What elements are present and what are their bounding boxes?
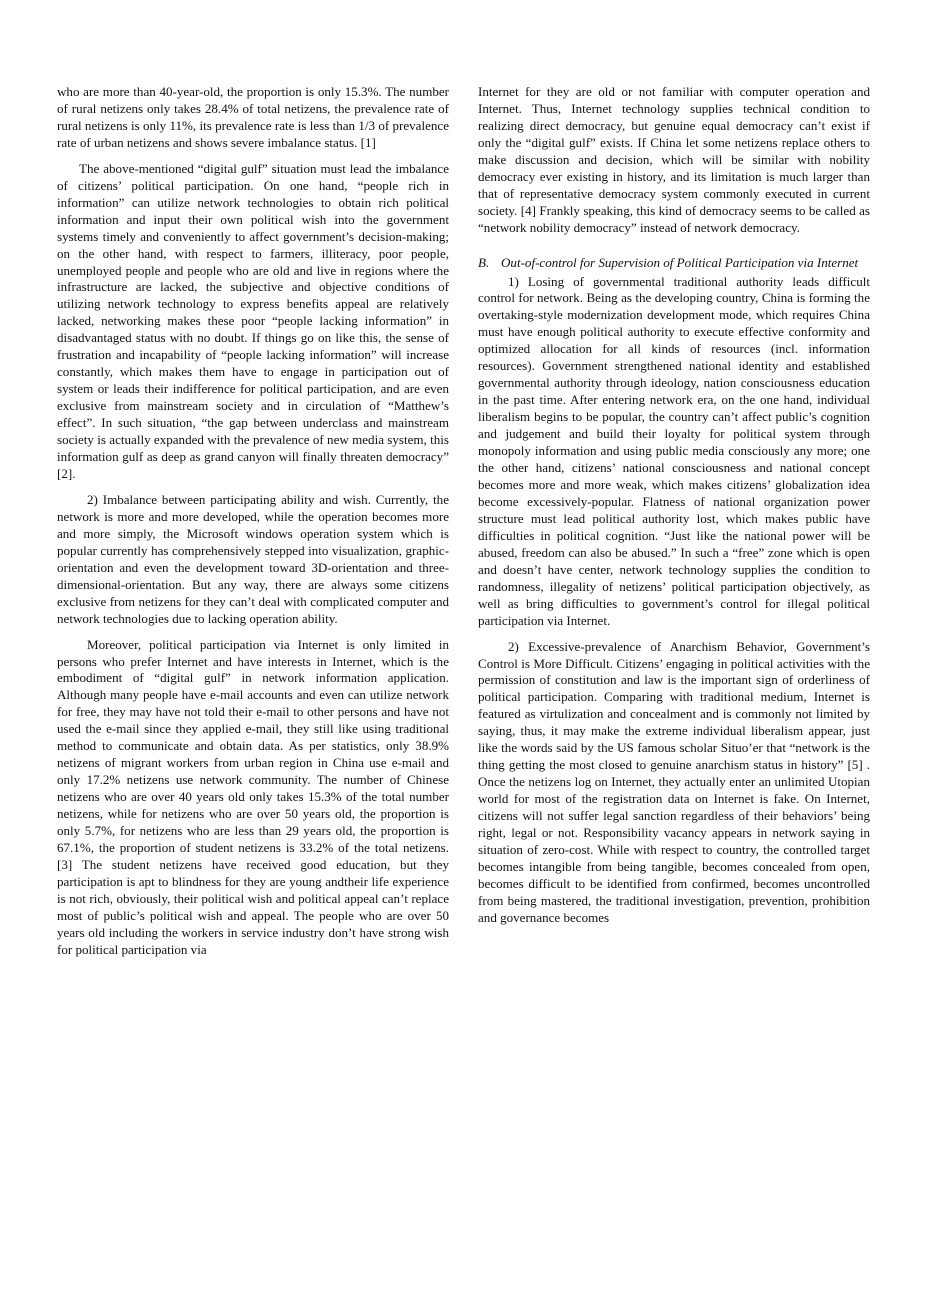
paragraph: Internet for they are old or not familiar with computer operation and Internet. Thus, Internet technology supplies technical condition to realizing direct democracy, but genuine equal democracy can’t exist if only the “digital gulf” exists. If China let some netizens replace others to make discussion and decision, which will be similar with nobility democracy ever existing in history, and its limitation is much larger than that of representative democracy system commonly executed in current society. [4] Frankly speaking, this kind of democracy seems to be called as “network nobility democracy” instead of network democracy. <box>478 84 870 235</box>
paragraph: 2) Excessive-prevalence of Anarchism Behavior, Government’s Control is More Difficult. Citizens’ engaging in political activities with the permission of constitution and law is the important sign of orderliness of political participation. Comparing with traditional medium, Internet is featured as virtulization and concealment and is commonly not limited by saying, thus, it may make the extreme individual liberalism appear, just like the words said by the US famous scholar Situo’er that “network is the thing getting the most closed to genuine anarchism status in history” [5] . Once the netizens log on Internet, they actually enter an unlimited Utopian world for most of the registration data on Internet is fake. On Internet, citizens will not suffer legal sanction regardless of their behaviors’ being right, legal or not. Responsibility vacancy appears in network saying in situation of zero-cost. While with respect to country, the controlled target becomes intangible from being tangible, becomes concealed from open, becomes difficult to be identified from confirmed, becomes uncontrolled from being mastered, the traditional investigation, prevention, prohibition and governance becomes <box>478 638 870 925</box>
paragraph: Moreover, political participation via Internet is only limited in persons who prefer Internet and have interests in Internet, which is the embodiment of “digital gulf” in network information application. Although many people have e-mail accounts and even can utilize network for free, they may have not told their e-mail to other persons and have not used the e-mail since they applied e-mail, they still like using traditional method to communicate and obtain data. As per statistics, only 38.9% netizens of migrant workers from urban region in China use e-mail and only 17.2% netizens use network community. The number of Chinese netizens who are over 40 years old only takes 15.3% of the total number netizens, while for netizens who are over 50 years old, the proportion is only 5.7%, for netizens who are less than 29 years old, the proportion is 67.1%, the proportion of student netizens is 33.2% of the total netizens. [3] The student netizens have received good education, but they participation is apt to blindness for they are young andtheir life experience is not rich, obviously, their political wish and political appeal can’t replace most of public’s political wish and appeal. The people who are over 50 years old including the workers in service industry don’t have strong wish for political participation via <box>57 636 449 957</box>
left-column <box>57 84 449 968</box>
right-column <box>478 84 870 936</box>
paragraph: 2) Imbalance between participating ability and wish. Currently, the network is more and more developed, while the operation becomes more and more simply, the Microsoft windows operation system which is popular currently has comprehensively stepped into visualization, graphic-orientation and even the development toward 3D-orientation and three-dimensional-orientation. But any way, there are always some citizens exclusive from netizens for they can’t deal with complicated computer and network technologies due to lacking operation ability. <box>57 491 449 626</box>
section-title: Out-of-control for Supervision of Political Participation via Internet <box>501 254 859 270</box>
paragraph: The above-mentioned “digital gulf” situation must lead the imbalance of citizens’ political participation. On one hand, “people rich in information” can utilize network technologies to obtain rich political information and input their own political wish into the government systems timely and conveniently to affect government’s decision-making; on the other hand, with respect to farmers, illiteracy, poor people, unemployed people and people who are old and live in regions where the infrastructure are lacked, the subjective and objective conditions of utilizing network technology to express benefits appeal are relatively lacked, networking makes these poor “people lacking information” in disadvantaged status with no doubt. If things go on like this, the sense of frustration and incapability of “people lacking information” will increase constantly, which makes them have to engage in participation out of system or leads their indifference for political participation, and are even exclusive from mainstream society and in circulation of “Matthew’s effect”. In such situation, “the gap between underclass and mainstream society is actually expanded with the prevalence of new media system, this information gulf as deep as grand canyon will finally threaten democracy” [2]. <box>57 160 449 481</box>
section-number: B. <box>478 254 490 270</box>
paragraph: who are more than 40-year-old, the proportion is only 15.3%. The number of rural netizens only takes 28.4% of total netizens, the prevalence rate of rural netizens is only 11%, its prevalence rate is less than 1/3 of prevalence rate of urban netizens and shows severe imbalance status. [1] <box>57 84 449 150</box>
paragraph: 1) Losing of governmental traditional authority leads difficult control for network. Being as the developing country, China is forming the overtaking-style modernization development mode, which requires China must have enough political authority to execute effective conformity and optimized allocation for all kinds of resources (incl. information resources). Government strengthened national identity and established governmental authority through ideology, nation consciousness education in the past time. After entering network era, on the one hand, individual liberalism begins to be popular, the country can’t affect public’s cognition and judgement and build their loyalty for political system through monopoly information and using public media consciously any more; one the other hand, citizens’ national consciousness and national concept becomes more and more weak, which makes citizens’ globalization idea become excessively-popular. Flatness of national organization power structure must lead political authority lost, which makes public have difficulties in political cognition. “Just like the national power will be abused, freedom can also be abused.” In such a “free” zone which is open and doesn’t have center, network technology supplies the condition to randomness, illegality of netizens’ political participation objectively, as well as bring difficulties to government’s control for illegal political participation via Internet. <box>478 273 870 628</box>
section-heading <box>478 255 870 272</box>
